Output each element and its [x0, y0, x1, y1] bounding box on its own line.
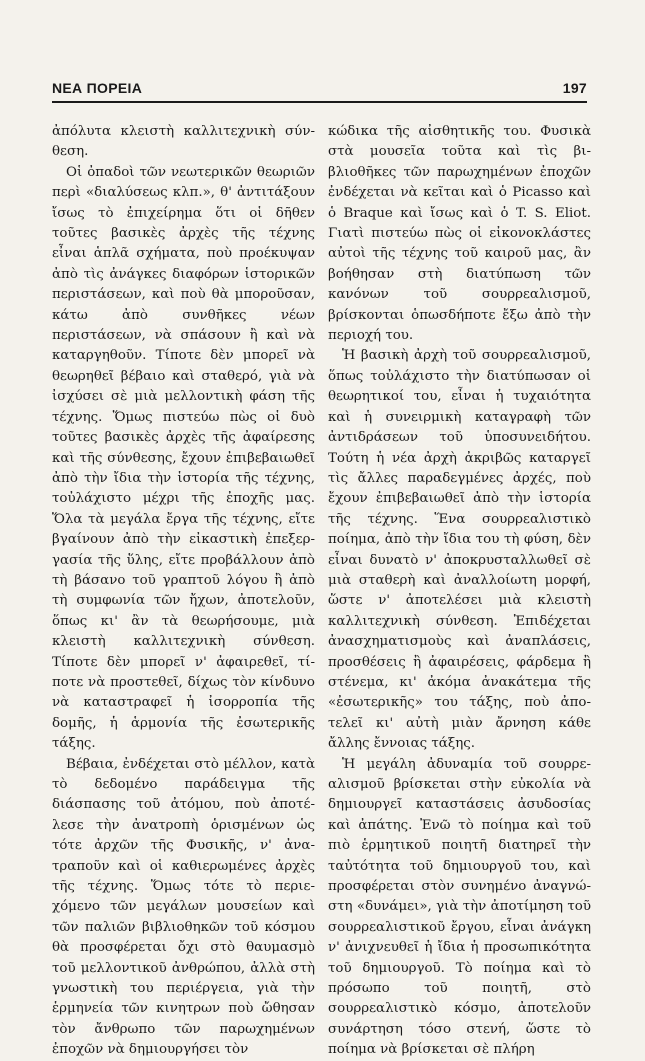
- paragraph: Οἱ ὀπαδοὶ τῶν νεωτερικῶν θεωριῶν περὶ «διαλύσεως κλπ.», θ' ἀντιτάξουν ἴσως τὸ ἐπιχείρημα ὅτι οἱ δῆθεν τοῦτες βασικὲς ἀρχὲς τῆς τέχνης εἶναι ἁπλᾶ σχήματα, ποὺ προέκυψαν ἀπὸ τὶς ἀνάγκες διαφόρων ἱστορικῶν περιστάσεων, καὶ ποὺ θὰ μποροῦσαν, κάτω ἀπὸ συνθῆκες νέων περιστάσεων, νὰ σπάσουν ἢ καὶ νὰ καταργηθοῦν. Τίποτε δὲν μπορεῖ νὰ θεωρηθεῖ βέβαιο καὶ σταθερό, γιὰ νὰ ἰσχύσει σὲ μιὰ μελλοντικὴ φάση τῆς τέχνης. Ὅμως πιστεύω πὼς οἱ δυὸ τοῦτες βασικὲς ἀρχὲς τῆς ἀφαίρεσης καὶ τῆς σύνθεσης, ἔχουν ἐπιβεβαιωθεῖ ἀπὸ τὴν ἴδια τὴν ἱστορία τῆς τέχνης, τοὐλάχιστο μέχρι τῆς ἐποχῆς μας. Ὅλα τὰ μεγάλα ἔργα τῆς τέχνης, εἴτε βγαίνουν ἀπὸ τὴν εἰκαστικὴ ἐπεξεργασία τῆς ὕλης, εἴτε προβάλλουν ἀπὸ τὴ βάσανο τοῦ γραπτοῦ λόγου ἢ ἀπὸ τὴ συμφωνία τῶν ἤχων, ἀποτελοῦν, ὅπως κι' ἂν τὰ θεωρήσουμε, μιὰ κλειστὴ καλλιτεχνικὴ σύνθεση. Τίποτε δὲν μπορεῖ ν' ἀφαιρεθεῖ, τίποτε νὰ προστεθεῖ, δίχως τὸν κίνδυνο νὰ καταστραφεῖ ἡ ἰσορροπία τῆς δομῆς, ἡ ἁρμονία τῆς ἐσωτερικῆς τάξης.: [52, 164, 315, 752]
- right-column: [328, 122, 591, 1061]
- paragraph: Βέβαια, ἐνδέχεται στὸ μέλλον, κατὰ τὸ δεδομένο παράδειγμα τῆς διάσπασης τοῦ ἀτόμου, ποὺ ἀποτέλεσε τὴν ἀνατροπὴ ὁρισμένων ὡς τότε ἀρχῶν τῆς Φυσικῆς, ν' ἀνατραποῦν καὶ οἱ καθιερωμένες ἀρχὲς τῆς τέχνης. Ὅμως τότε τὸ περιεχόμενο τῶν μεγάλων μουσείων καὶ τῶν παλιῶν βιβλιοθηκῶν τοῦ κόσμου θὰ προσφέρεται ὄχι στὸ θαυμασμὸ τοῦ μελλοντικοῦ ἀνθρώπου, ἀλλὰ στὴ γνωστικὴ του περιέργεια, γιὰ τὴν ἑρμηνεία τῶν κινητρων ποὺ ὤθησαν τὸν ἄνθρωπο τῶν παρωχημένων ἐποχῶν νὰ δημιουργήσει τὸν: [52, 756, 315, 1058]
- running-header: [52, 80, 587, 96]
- header-rule: [52, 101, 587, 103]
- paragraph: Ἡ μεγάλη ἀδυναμία τοῦ σουρρεαλισμοῦ βρίσκεται στὴν εὐκολία νὰ δημιουργεῖ καταστάσεις ἀσυδοσίας καὶ ἀπάτης. Ἐνῶ τὸ ποίημα καὶ τοῦ πιὸ ἑρμητικοῦ ποιητῆ διατηρεῖ τὴν ταὐτότητα τοῦ δημιουργοῦ του, καὶ προσφέρεται στὸν συνημένο ἀναγνώστη «δυνάμει», γιὰ τὴν ἀποτίμηση τοῦ σουρρεαλιστικοῦ ἔργου, εἶναι ἀνάγκη ν' ἀνιχνευθεῖ ἡ ἴδια ἡ προσωπικότητα τοῦ δημιουργοῦ. Τὸ ποίημα καὶ τὸ πρόσωπο τοῦ ποιητῆ, στὸ σουρρεαλιστικὸ κόσμο, ἀποτελοῦν συνάρτηση τόσο στενή, ὥστε τὸ ποίημα νὰ βρίσκεται σὲ πλήρη: [328, 756, 591, 1058]
- paragraph: ἀπόλυτα κλειστὴ καλλιτεχνικὴ σύνθεση.: [52, 124, 315, 160]
- page-number: 197: [562, 80, 587, 96]
- paragraph: κώδικα τῆς αἰσθητικῆς του. Φυσικὰ στὰ μουσεῖα τοῦτα καὶ τὶς βιβλιοθῆκες τῶν παρωχημένων ἐποχῶν ἐνδέχεται νὰ κεῖται καὶ ὁ Picasso καὶ ὁ Braque καὶ ἴσως καὶ ὁ T. S. Eliot. Γιατὶ πιστεύω πὼς οἱ εἰκονοκλάστες αὐτοὶ τῆς τέχνης τοῦ καιροῦ μας, ἂν βοήθησαν στὴ διατύπωση τῶν κανόνων τοῦ σουρρεαλισμοῦ, βρίσκονται ὁπωσδήποτε ἔξω ἀπὸ τὴν περιοχή του.: [328, 124, 591, 344]
- journal-title: ΝΕΑ ΠΟΡΕΙΑ: [52, 80, 143, 96]
- left-column: [52, 122, 315, 1061]
- paragraph: Ἡ βασικὴ ἀρχὴ τοῦ σουρρεαλισμοῦ, ὅπως τοὐλάχιστο τὴν διατύπωσαν οἱ θεωρητικοί του, εἶναι ἡ τυχαιότητα καὶ ἡ συνειρμικὴ καταγραφὴ τῶν ἀντιδράσεων τοῦ ὑποσυνειδήτου. Τούτη ἡ νέα ἀρχὴ ἀκριβῶς καταργεῖ τὶς ἄλλες παραδεγμένες ἀρχές, ποὺ ἔχουν ἐπιβεβαιωθεῖ ἀπὸ τὴν ἱστορία τῆς τέχνης. Ἕνα σουρρεαλιστικὸ ποίημα, ἀπὸ τὴν ἴδια του τὴ φύση, δὲν εἶναι δυνατὸ ν' ἀποκρυσταλλωθεῖ σὲ μιὰ σταθερὴ καὶ ἀναλλοίωτη μορφή, ὥστε ν' ἀποτελέσει μιὰ κλειστὴ καλλιτεχνικὴ σύνθεση. Ἐπιδέχεται ἀνασχηματισμοὺς καὶ ἀναπλάσεις, προσθέσεις ἢ ἀφαιρέσεις, φάρδεμα ἢ στένεμα, κι' ἀκόμα ἀνακάτεμα τῆς «ἐσωτερικῆς» του τάξης, ποὺ ἀποτελεῖ κι' αὐτὴ μιὰν ἄρνηση κάθε ἄλλης ἔννοιας τάξης.: [328, 348, 591, 752]
